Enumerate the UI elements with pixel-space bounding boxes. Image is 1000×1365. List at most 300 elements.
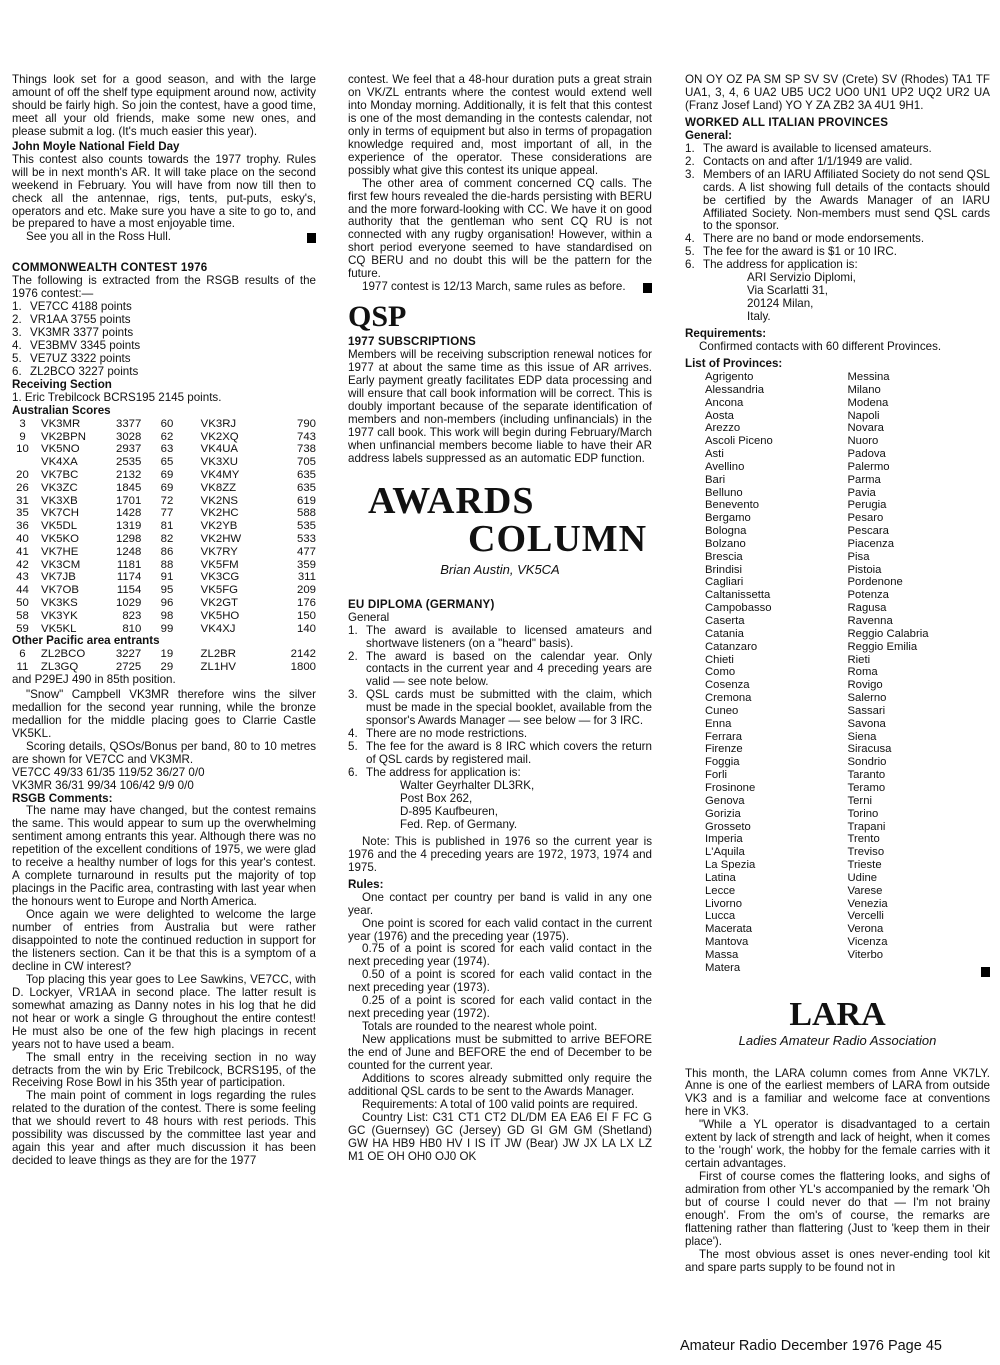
- province-item: Viterbo: [847, 948, 884, 961]
- table-row: [12, 456, 316, 469]
- province-item: Pavia: [847, 486, 876, 499]
- table-cell: VK4XJ: [200, 622, 236, 635]
- table-cell: 2535: [116, 456, 142, 469]
- table-cell: VK2NS: [200, 494, 239, 507]
- table-cell: 26: [16, 481, 29, 494]
- rule-paragraph: One point is scored for each valid contact in the current year (1976) and the preceding year (1975).: [348, 916, 652, 943]
- provinces-left-column: [705, 371, 848, 975]
- table-cell: 50: [16, 596, 29, 609]
- table-cell: 40: [16, 533, 29, 545]
- table-cell: ZL2BCO: [40, 648, 86, 661]
- province-item: Catania: [705, 627, 744, 640]
- address-line: Post Box 262,: [400, 791, 473, 805]
- table-cell: [12, 456, 33, 469]
- province-item: Reggio Emilia: [847, 640, 918, 653]
- province-item: Agrigento: [705, 370, 754, 383]
- end-mark-icon: [981, 967, 990, 977]
- province-item: Pistoia: [847, 563, 882, 576]
- province-item: Belluno: [705, 486, 743, 499]
- list-item: 1. The award is available to licensed amateurs.: [685, 141, 932, 155]
- address-line: Fed. Rep. of Germany.: [400, 817, 518, 831]
- table-cell: 1701: [116, 494, 142, 507]
- table-cell: 91: [160, 571, 174, 584]
- column-2: [348, 74, 652, 1164]
- table-cell: 2142: [290, 648, 316, 661]
- province-item: Livorno: [705, 897, 743, 910]
- table-cell: VK4XA: [40, 456, 78, 469]
- table-row: [12, 482, 316, 495]
- province-item: Pordenone: [847, 576, 903, 589]
- rsgb-paragraph-3: Top placing this year goes to Lee Sawkins, VE7CC, with D. Lockyer, VR1AA in second place. The latter result is somewhat amazing as Danny notes in his log that he did not hear or work a single G throughout the entire contest! He must also be one of the few high placings in recent years not to have used a beam.: [12, 972, 316, 1051]
- province-item: Parma: [847, 473, 881, 486]
- rule-paragraph: 0.50 of a point is scored for each valid contact in the next preceding year (1973).: [348, 968, 652, 995]
- rule-paragraph: New applications must be submitted to arrive BEFORE the end of June and BEFORE the end of December to be counted for the current year.: [348, 1033, 652, 1073]
- lara-paragraph-2: "While a YL operator is disadvantaged to a certain extent by lack of strength and lack of height, when it comes to the 'rough' work, the hobby for the female carries with it certain advantages.: [685, 1118, 990, 1171]
- table-cell: ZL2BR: [200, 648, 236, 661]
- table-cell: 98: [160, 609, 174, 622]
- table-cell: VK3CM: [40, 558, 81, 571]
- province-item: Foggia: [705, 756, 740, 769]
- table-cell: 823: [122, 609, 142, 622]
- table-cell: 29: [160, 661, 174, 674]
- province-item: Nuoro: [847, 435, 879, 448]
- province-item: Napoli: [847, 409, 880, 422]
- province-item: Matera: [705, 961, 741, 974]
- list-item: 3. Members of an IARU Affiliated Society do not send QSL cards. A list showing full details of the contacts should be certified by the Awards Manager of an IARU Affiliated Society. Non-members must send QSL cards to the sponsor.: [685, 167, 990, 233]
- province-item: Brindisi: [705, 563, 743, 576]
- country-list: Country List: C31 CT1 CT2 DL/DM EA EA6 EI F FC G GC (Guernsey) GC (Jersey) GD GI GM GM (Shetland) GW HA HB9 HB0 HV I IS IT JW (Bear) JW JX LA LX LZ M1 OE OH OH0 OJ0 OK: [348, 1110, 652, 1163]
- italian-provinces-heading: WORKED ALL ITALIAN PROVINCES: [685, 115, 889, 129]
- table-cell: 738: [296, 443, 316, 456]
- province-item: Reggio Calabria: [847, 627, 929, 640]
- table-cell: 44: [16, 584, 29, 597]
- receiving-heading: Receiving Section: [12, 377, 112, 391]
- province-item: Cuneo: [705, 704, 739, 717]
- table-cell: VK3YK: [40, 609, 78, 622]
- table-cell: 6: [19, 648, 26, 661]
- province-item: Trieste: [847, 859, 882, 872]
- lara-paragraph-1: This month, the LARA column comes from Anne VK7LY. Anne is one of the earliest members of LARA from outside VK3 and is a familiar and welcome face at conventions here in VK3.: [685, 1066, 990, 1119]
- table-row: [12, 520, 316, 533]
- list-item: 2. The award is based on the calendar year. Only contacts in the current year and 4 preceding years are valid — see note below.: [348, 649, 652, 689]
- p29-line: and P29EJ 490 in 85th position.: [12, 672, 176, 686]
- provinces-heading: List of Provinces:: [685, 357, 783, 371]
- province-item: Vercelli: [847, 910, 884, 923]
- table-cell: 1800: [290, 661, 316, 674]
- address-line: ARI Servizio Diplomi,: [747, 271, 856, 285]
- province-item: Mantova: [705, 936, 749, 949]
- address-line: Italy.: [747, 310, 771, 324]
- table-cell: VK3RJ: [200, 417, 237, 430]
- rsgb-paragraph-2: Once again we were delighted to welcome the large number of entries from Australia but were rather disappointed to note the continued reduction in support for the listeners section. Can it be that this is a symptom of a decline in CW interest?: [12, 908, 316, 973]
- province-item: Bolzano: [705, 537, 746, 550]
- vk3mr-scoring-line: VK3MR 36/31 99/34 106/42 9/9 0/0: [12, 778, 194, 792]
- requirements-heading: Requirements:: [685, 327, 767, 341]
- table-cell: 2132: [116, 469, 142, 482]
- address-line: 20124 Milan,: [747, 297, 814, 311]
- table-cell: VK3MR: [40, 417, 81, 430]
- province-item: Roma: [847, 666, 878, 679]
- eu-diploma-heading: EU DIPLOMA (GERMANY): [348, 597, 495, 611]
- wai-general-label: General:: [685, 128, 733, 142]
- province-item: Siena: [847, 730, 877, 743]
- table-cell: 10: [16, 443, 29, 456]
- awards-byline: Brian Austin, VK5CA: [440, 561, 560, 577]
- table-cell: 72: [160, 494, 174, 507]
- table-cell: 99: [160, 622, 174, 635]
- lara-subtitle: Ladies Amateur Radio Association: [738, 1032, 937, 1048]
- province-item: Taranto: [847, 769, 886, 782]
- table-cell: 3377: [116, 417, 142, 430]
- table-cell: 743: [296, 430, 316, 443]
- table-cell: VK2HC: [200, 507, 239, 520]
- page-footer: Amateur Radio December 1976 Page 45: [680, 1338, 942, 1354]
- table-cell: 3: [19, 417, 26, 430]
- table-cell: 635: [296, 469, 316, 482]
- table-cell: VK5NO: [40, 443, 80, 456]
- list-item: 6. The address for application is:: [348, 766, 521, 780]
- end-mark-icon: [643, 283, 652, 293]
- list-item: 5. The fee for the award is $1 or 10 IRC.: [685, 245, 897, 259]
- province-item: Alessandria: [705, 383, 765, 396]
- province-item: Chieti: [705, 653, 734, 666]
- rule-paragraph: 0.75 of a point is scored for each valid contact in the next preceding year (1974).: [348, 942, 652, 969]
- lara-paragraph-4: The most obvious asset is ones never-ending tool kit and spare parts supply to be found not in: [685, 1247, 990, 1274]
- eu-note: Note: This is published in 1976 so the current year is 1976 and the 4 preceding years are 1972, 1973, 1974 and 1975.: [348, 834, 652, 874]
- nfd-paragraph: This contest also counts towards the 1977 trophy. Rules will be in next month's AR. It will take place on the second weekend in February. You will have from now till then to check all the antennae, rigs, tents, put-puts, esky's, operators and etc. Make sure you have a site to go to, and be prepared to have a most enjoyable time.: [12, 152, 316, 231]
- lara-title: LARA: [789, 995, 886, 1033]
- table-cell: 1154: [116, 584, 142, 597]
- table-cell: 705: [296, 456, 316, 469]
- table-cell: 69: [160, 481, 174, 494]
- address-line: Via Scarlatti 31,: [747, 284, 828, 298]
- list-item: 6. ZL2BCO 3227 points: [12, 365, 139, 379]
- table-cell: VK2XQ: [200, 430, 239, 443]
- province-item: Enna: [705, 717, 732, 730]
- table-cell: 35: [16, 507, 29, 520]
- table-cell: VK5DL: [40, 520, 78, 533]
- eu-general-label: General: [348, 610, 390, 624]
- province-item: Forli: [705, 769, 727, 782]
- lara-paragraph-3: First of course comes the flattering looks, and sighs of admiration from other YL's accompanied by the remark 'Oh but of course I could never do that — I'm not brainy enough'. From the om's of course, the remarks are flattening rather than flattering (Just to 'keep them in their place').: [685, 1170, 990, 1248]
- table-cell: VK5FG: [200, 584, 239, 597]
- province-item: Vicenza: [847, 936, 888, 949]
- australian-scores-heading: Australian Scores: [12, 403, 111, 417]
- table-cell: 43: [16, 571, 29, 584]
- province-item: Bari: [705, 473, 726, 486]
- table-cell: 2725: [115, 661, 142, 674]
- eu-address: [400, 780, 652, 832]
- table-row: [12, 559, 316, 572]
- table-cell: 82: [160, 533, 174, 545]
- table-cell: 11: [16, 661, 29, 674]
- receiving-text: 1. Eric Trebilcock BCRS195 2145 points.: [12, 390, 222, 404]
- province-item: Modena: [847, 396, 889, 409]
- table-cell: 2937: [116, 443, 142, 456]
- province-item: Genova: [705, 794, 745, 807]
- rsgb-paragraph-1: The name may have changed, but the contest remains the same. This would appear to sum up the overwhelming sentiment among entrants this year. Although there was no repetition of the excellent conditions of 1975, we were glad to receive a healthy number of logs for this year's contest. A complete turnaround in results put the majority of top placings in the Pacific area, contrasting with last year when the honours went to Europe and North America.: [12, 804, 316, 909]
- list-item: 3. QSL cards must be submitted with the claim, which must be made in the special booklet, available from the sponsor's Awards Manager — see below — for 3 IRC.: [348, 688, 652, 728]
- province-item: Imperia: [705, 833, 743, 846]
- list-item: 1. The award is available to licensed amateurs and shortwave listeners (on a "heard" basis).: [348, 623, 652, 650]
- table-cell: 19: [160, 648, 174, 661]
- province-item: Catanzaro: [705, 640, 758, 653]
- table-row: [12, 418, 316, 431]
- province-item: Novara: [847, 422, 884, 435]
- rule-paragraph: Additions to scores already submitted only require the additional QSL cards to be sent to the Awards Manager.: [348, 1072, 652, 1098]
- scoring-paragraph: Scoring details, QSOs/Bonus per band, 80 to 10 metres are shown for VE7CC and VK3MR.: [12, 739, 316, 766]
- table-cell: VK5FM: [200, 558, 239, 571]
- table-row: [12, 495, 316, 508]
- table-cell: 1428: [116, 507, 142, 520]
- table-row: [12, 597, 316, 610]
- column-3: [685, 74, 990, 1275]
- province-item: Treviso: [847, 846, 885, 859]
- province-item: Cagliari: [705, 576, 744, 589]
- province-item: Terni: [847, 794, 872, 807]
- table-cell: 1845: [116, 481, 142, 494]
- column-title: COLUMN: [468, 517, 648, 560]
- table-row: [12, 610, 316, 623]
- table-cell: 140: [296, 622, 316, 635]
- table-cell: VK7JB: [40, 571, 76, 584]
- table-cell: 311: [297, 571, 316, 584]
- province-item: Grosseto: [705, 820, 751, 833]
- rsgb-heading: RSGB Comments:: [12, 791, 113, 805]
- wai-address: [747, 272, 990, 324]
- table-cell: 81: [160, 520, 174, 533]
- province-item: Rieti: [847, 653, 871, 666]
- qsp-title: QSP: [348, 300, 407, 334]
- province-item: Teramo: [847, 781, 886, 794]
- country-list-continued: ON OY OZ PA SM SP SV SV (Crete) SV (Rhodes) TA1 TF UA1, 3, 4, 6 UA2 UB5 UC2 UO0 UN1 UP2 UQ2 UR2 UA (Franz Josef Land) YO Y ZA ZB2 3A 4U1 9H1.: [685, 73, 990, 112]
- province-item: Palermo: [847, 460, 890, 473]
- list-item: 5. The fee for the award is 8 IRC which covers the return of QSL cards by registered mail.: [348, 740, 652, 767]
- table-cell: 533: [296, 533, 316, 545]
- province-item: Torino: [847, 807, 879, 820]
- province-item: Cosenza: [705, 679, 750, 692]
- list-item: 1. VE7CC 4188 points: [12, 300, 132, 314]
- table-row: [12, 648, 316, 661]
- pacific-heading: Other Pacific area entrants: [12, 634, 160, 648]
- subscriptions-heading: 1977 SUBSCRIPTIONS: [348, 335, 476, 349]
- table-cell: 3028: [116, 430, 142, 443]
- table-cell: 63: [160, 443, 174, 456]
- table-cell: 20: [16, 469, 29, 482]
- province-item: Ferrara: [705, 730, 743, 743]
- table-cell: VK7OB: [40, 584, 79, 597]
- table-row: [12, 443, 316, 456]
- province-item: Pescara: [847, 525, 889, 538]
- province-item: Salerno: [847, 692, 887, 705]
- table-row: [12, 469, 316, 482]
- table-cell: 59: [16, 622, 29, 635]
- table-cell: 96: [160, 596, 174, 609]
- table-cell: VK5HO: [200, 609, 240, 622]
- province-item: Sondrio: [847, 756, 887, 769]
- rsgb-paragraph-4: The small entry in the receiving section in no way detracts from the win by Eric Trebilcock, BCRS195, of the Receiving Rose Bowl in his 35th year of participation.: [12, 1050, 316, 1090]
- table-cell: ZL1HV: [200, 661, 236, 674]
- table-cell: 3227: [115, 648, 142, 661]
- province-item: Ragusa: [847, 602, 887, 615]
- province-item: Sassari: [847, 704, 886, 717]
- province-item: Asti: [705, 448, 724, 461]
- table-cell: VK7CH: [40, 507, 79, 520]
- table-cell: 65: [160, 456, 174, 469]
- table-cell: 95: [160, 584, 174, 597]
- province-item: Latina: [705, 871, 736, 884]
- table-cell: 1298: [116, 533, 142, 545]
- province-item: Massa: [705, 948, 739, 961]
- province-item: Bologna: [705, 525, 747, 538]
- province-item: Avellino: [705, 460, 745, 473]
- province-item: Verona: [847, 923, 884, 936]
- province-item: Cremona: [705, 692, 752, 705]
- table-cell: 62: [160, 430, 174, 443]
- table-cell: 1174: [116, 571, 142, 584]
- commonwealth-intro: The following is extracted from the RSGB results of the 1976 contest:—: [12, 274, 316, 301]
- list-item: 3. VK3MR 3377 points: [12, 326, 134, 340]
- table-cell: 1248: [116, 545, 142, 558]
- wai-rules-list: [685, 143, 990, 273]
- province-item: Benevento: [705, 499, 760, 512]
- table-cell: 359: [296, 558, 316, 571]
- province-item: Rovigo: [847, 679, 883, 692]
- rule-paragraph: 0.25 of a point is scored for each valid contact in the next preceding year (1972).: [348, 994, 652, 1021]
- province-item: Milano: [847, 383, 881, 396]
- table-cell: 88: [160, 558, 174, 571]
- province-item: Padova: [847, 448, 886, 461]
- table-cell: 86: [160, 545, 174, 558]
- table-cell: VK3XU: [200, 456, 239, 469]
- list-item: 4. VE3BMV 3345 points: [12, 339, 141, 353]
- province-item: La Spezia: [705, 859, 756, 872]
- table-cell: 477: [296, 545, 316, 558]
- table-cell: VK4UA: [200, 443, 239, 456]
- province-item: Piacenza: [847, 537, 894, 550]
- province-item: Campobasso: [705, 602, 772, 615]
- table-cell: 535: [296, 520, 316, 533]
- table-cell: 41: [16, 545, 29, 558]
- province-item: Messina: [847, 370, 890, 383]
- table-cell: VK8ZZ: [200, 481, 237, 494]
- province-item: Perugia: [847, 499, 887, 512]
- intro-paragraph: Things look set for a good season, and with the large amount of off the shelf type equipment around now, activity should be fairly high. So join the contest, have a good time, meet all your old friends, make some new ones, and please submit a log. (It's much easier this year).: [12, 73, 316, 138]
- top-results-list: [12, 301, 316, 379]
- rules-heading: Rules:: [348, 877, 384, 891]
- table-row: [12, 533, 316, 546]
- table-cell: 635: [296, 481, 316, 494]
- table-cell: ZL3GQ: [40, 661, 79, 674]
- list-item: 4. There are no band or mode endorsements.: [685, 232, 925, 246]
- table-cell: 619: [296, 494, 316, 507]
- table-cell: VK2GT: [200, 596, 239, 609]
- table-cell: 36: [16, 520, 29, 533]
- australian-scores-table: [12, 418, 316, 636]
- table-cell: 1181: [116, 558, 142, 571]
- province-item: L'Aquila: [705, 846, 745, 859]
- province-item: Trapani: [847, 820, 886, 833]
- province-item: Ancona: [705, 396, 744, 409]
- table-cell: VK7RY: [200, 545, 238, 558]
- province-item: Macerata: [705, 923, 753, 936]
- table-cell: VK5KL: [40, 622, 77, 635]
- list-item: 2. Contacts on and after 1/1/1949 are valid.: [685, 154, 913, 168]
- awards-title: AWARDS: [368, 479, 535, 522]
- ve7cc-scoring-line: VE7CC 49/33 61/35 119/52 36/27 0/0: [12, 765, 205, 779]
- table-cell: VK2YB: [200, 520, 238, 533]
- provinces-list: [685, 371, 990, 975]
- table-cell: 58: [16, 609, 29, 622]
- column-1: [12, 74, 316, 1168]
- table-cell: VK7BC: [40, 469, 79, 482]
- province-item: Pisa: [847, 550, 870, 563]
- table-cell: VK3KS: [40, 596, 78, 609]
- table-cell: 810: [122, 622, 142, 635]
- province-item: Aosta: [705, 409, 734, 422]
- province-item: Savona: [847, 717, 886, 730]
- rule-paragraph: One contact per country per band is valid in any one year.: [348, 890, 652, 917]
- subscriptions-paragraph: Members will be receiving subscription renewal notices for 1977 at about the same time as this issue of AR arrives. Early payment greatly facilitates EDP data processing and will ensure that call book information will be correct. This is doubly important because of the separate identification of members and non-members (including unfinancials) in the 1977 call book. This work will begin during February/March when unfinancial members become liable to have their AR address labels suppressed as an automatic EDP function.: [348, 348, 652, 465]
- list-item: 5. VE7UZ 3322 points: [12, 352, 131, 366]
- province-item: Ascoli Piceno: [705, 435, 773, 448]
- table-cell: VK3CG: [200, 571, 240, 584]
- table-row: [12, 584, 316, 597]
- table-cell: VK4MY: [200, 469, 240, 482]
- address-line: Walter Geyrhalter DL3RK,: [400, 779, 535, 793]
- table-cell: 150: [296, 609, 316, 622]
- contest-paragraph-3: 1977 contest is 12/13 March, same rules as before.: [348, 281, 652, 294]
- province-item: Firenze: [705, 743, 743, 756]
- province-item: Lecce: [705, 884, 736, 897]
- table-cell: 60: [160, 417, 174, 430]
- table-cell: 69: [160, 469, 174, 482]
- province-item: Udine: [847, 871, 878, 884]
- province-item: Ravenna: [847, 615, 893, 627]
- province-item: Siracusa: [847, 743, 892, 756]
- province-item: Arezzo: [705, 422, 741, 435]
- province-item: Gorizia: [705, 807, 741, 820]
- nfd-heading: John Moyle National Field Day: [12, 139, 180, 153]
- table-cell: VK3XB: [40, 494, 78, 507]
- nfd-signoff: See you all in the Ross Hull.: [12, 231, 316, 244]
- table-cell: 9: [19, 430, 26, 443]
- province-item: Venezia: [847, 897, 888, 910]
- list-item: 4. There are no mode restrictions.: [348, 727, 528, 741]
- province-item: Como: [705, 666, 736, 679]
- table-cell: 588: [296, 507, 316, 520]
- commonwealth-heading: COMMONWEALTH CONTEST 1976: [12, 261, 208, 275]
- contest-paragraph-1: contest. We feel that a 48-hour duration puts a great strain on VK/ZL entrants where the contest would extend well into Monday morning. Additionally, it is felt that this contest is one of the most demanding in the contests calendar, not only in terms of equipment but also in terms of propagation knowledge required and, most important of all, in the experience of the operator. These considerations are possibly what give this contest its unique appeal.: [348, 73, 652, 177]
- requirements-text: Confirmed contacts with 60 different Provinces.: [699, 340, 942, 354]
- table-cell: 209: [296, 584, 316, 597]
- table-cell: 1319: [116, 520, 142, 533]
- end-mark-icon: [307, 233, 316, 243]
- table-cell: 42: [16, 558, 29, 571]
- province-item: Frosinone: [705, 781, 756, 794]
- table-cell: VK2BPN: [40, 430, 86, 443]
- table-cell: VK2HW: [200, 533, 242, 545]
- table-cell: 1029: [116, 596, 142, 609]
- table-cell: 176: [296, 596, 316, 609]
- table-row: [12, 571, 316, 584]
- snow-paragraph: "Snow" Campbell VK3MR therefore wins the silver medallion for the second year running, while the bronze medallion for the middle placing goes to Clarrie Castle VK5KL.: [12, 687, 316, 740]
- province-item: Pesaro: [847, 512, 884, 525]
- province-item: Varese: [847, 884, 883, 897]
- table-cell: VK3ZC: [40, 481, 78, 494]
- province-item: Potenza: [847, 589, 889, 602]
- province-item: Caserta: [705, 615, 745, 627]
